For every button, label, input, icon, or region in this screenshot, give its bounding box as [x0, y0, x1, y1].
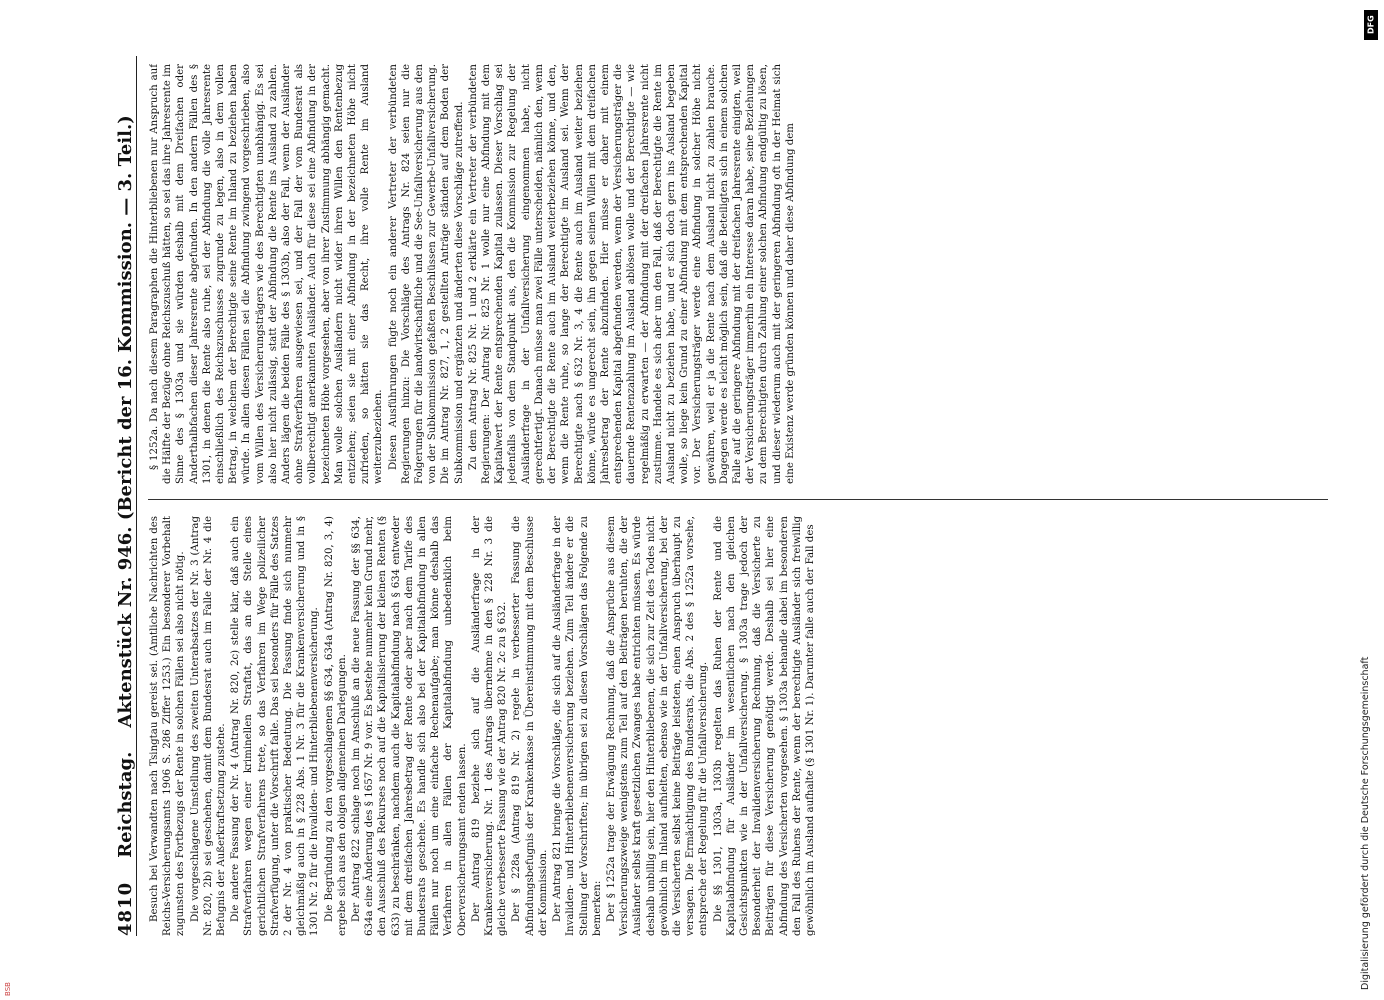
paragraph: Die §§ 1301, 1303a, 1303b regelten das Ruhen der Rente und die Kapitalabfindung für Ausländer im wesentlichen nach den gleichen Gesichtspunkten wie in der Unfallversicherung. § 1303a trage jedoch der Besonderheit der Invalidenversicherung Rechnung, daß die Versicherte zu Beiträgen für diese Versicherung genötigt werde. Deshalb sei hier eine Abfindung des Versicherten vorgesehen. § 1303a behandle dabei im besonderen den Fall des Ruhens der Rente, wenn der berechtigte Ausländer sich freiwillig gewöhnlich im Ausland aufhalte (§ 1301 Nr. 1). Darunter falle auch der Fall des — [712, 516, 816, 936]
page-title: Aktenstück Nr. 946. (Bericht der 16. Kommission. — 3. Teil.) — [115, 115, 136, 728]
paragraph: Der Antrag 821 bringe die Vorschläge, die sich auf die Ausländerfrage in der Invaliden- und Hinterbliebenenversicherung beziehen. Zum Teil ändere er die Stellung der Vorschriften; im übrigen sei zu diesen Vorschlägen das Folgende zu bemerken: — [552, 516, 603, 936]
paragraph: Zu dem Antrag Nr. 825 Nr. 1 und 2 erklärte ein Vertreter der verbündeten Regierungen: Der Antrag Nr. 825 Nr. 1 wolle nur eine Abfindung mit dem Kapitalwert der Rente entsprechenden Kapital zulassen. Dieser Vorschlag sei jedenfalls von dem Standpunkt aus, den die Kommission zur Regelung der Ausländerfrage in der Unfallversicherung eingenommen habe, nicht gerechtfertigt. Danach müsse man zwei Fälle unterscheiden, nämlich den, wenn der Berechtigte die Rente auch im Ausland weiterbeziehen könne, und den, wenn die Rente ruhe, so lange der Berechtigte im Ausland sei. Wenn der Berechtigte nach § 632 Nr. 3, 4 die Rente auch im Ausland weiter beziehen könne, würde es ungerecht sein, ihn gegen seinen Willen mit dem dreifachen Jahresbetrag der Rente abzufinden. Hier müsse er daher mit einem entsprechenden Kapital abgefunden werden, wenn der Versicherungsträger die dauernde Rentenzahlung im Ausland ablösen wolle und der Berechtigte — wie regelmäßig zu erwarten — der Abfindung mit der dreifachen Jahresrente nicht zustimme. Handele es sich aber um den Fall, daß der Berechtigte die Rente im Ausland nicht zu beziehen habe, und er sich doch gern ins Ausland begeben wolle, so liege kein Grund zu einer Abfindung mit dem entsprechenden Kapital vor. Der Versicherungsträger werde eine Abfindung in solcher Höhe nicht gewähren, weil er ja die Rente nach dem Ausland nicht zu zahlen brauche. Dagegen werde es leicht möglich sein, daß die Beteiligten sich in einem solchen Falle auf die geringere Abfindung mit der dreifachen Jahresrente einigten, weil der Versicherungsträger immerhin ein Interesse daran habe, seine Beziehungen zu dem Berechtigten durch Zahlung einer solchen Abfindung endgültig zu lösen, und dieser wiederum auch mit der geringeren Abfindung oft in der Heimat sich eine Existenz werde gründen können und daher diese Abfindung dem — [467, 64, 796, 484]
paragraph: Die Begründung zu den vorgeschlagenen §§ 634, 634a (Antrag Nr. 820, 3, 4) ergebe sich aus den obigen allgemeinen Darlegungen. — [323, 516, 348, 936]
paragraph: Der Antrag 819 beziehe sich auf die Ausländerfrage in der Krankenversicherung. Nr. 1 des Antrags übernehme in den § 228 Nr. 3 die gleiche verbesserte Fassung wie der Antrag 820 Nr. 2c zu § 632. — [470, 516, 509, 936]
paragraph: Die vorgeschlagene Umstellung des zweiten Unterabsatzes der Nr. 3 (Antrag Nr. 820, 2b) sei geschehen, damit dem Bundesrat auch im Falle der Nr. 4 die Befugnis der Außerkraftsetzung zustehe. — [189, 516, 228, 936]
dfg-logo: DFG — [1364, 10, 1378, 40]
page-source: Reichstag. — [115, 751, 136, 858]
library-mark: BSB — [4, 982, 12, 996]
page-header — [100, 56, 137, 936]
rotated-page — [100, 56, 1340, 936]
digitization-note: Digitalisierung gefördert durch die Deutsche Forschungsgemeinschaft — [1360, 656, 1371, 990]
text-column-left — [148, 516, 1328, 936]
paragraph: Der § 1252a trage der Erwägung Rechnung, daß die Ansprüche aus diesem Versicherungszweige wenigstens zum Teil auf den Beiträgen beruhten, die der Ausländer selbst kraft gesetzlichen Zwanges habe entrichten müssen. Es würde deshalb unbillig sein, hier den Hinterbliebenen, die sich zur Zeit des Todes nicht gewöhnlich im Inland aufhielten, ebenso wie in der Unfallversicherung, bei der die Versicherten selbst keine Beiträge leisteten, einen Anspruch überhaupt zu versagen. Die Ermächtigung des Bundesrats, die Abs. 2 des § 1252a vorsehe, entspreche der Regelung für die Unfallversicherung. — [605, 516, 710, 936]
paragraph: Diesen Ausführungen fügte noch ein anderer Vertreter der verbündeten Regierungen hinzu: Die Vorschläge des Antrags Nr. 824 seien nur die Folgerungen für die landwirtschaftliche und die See-Unfallversicherung aus den von der Subkommission gefaßten Beschlüssen zur Gewerbe-Unfallversicherung. Die im Antrag Nr. 827, 1, 2 gestellten Anträge ständen auf dem Boden der Subkommission und ergänzten und änderten diese Vorschläge zutreffend. — [387, 64, 465, 484]
paragraph: § 1252a. Da nach diesem Paragraphen die Hinterbliebenen nur Anspruch auf die Hälfte der Bezüge ohne Reichszuschuß hätten, so sei das ihre Jahresrente im Sinne des § 1303a und sie würden deshalb mit dem Dreifachen oder Anderthalbfachen dieser Jahresrente abgefunden. In den andern Fällen des § 1301, in denen die Rente also ruhe, sei der Abfindung die volle Jahresrente einschließlich des Reichszuschusses zugrunde zu legen, also in dem vollen Betrag, in welchem der Berechtigte seine Rente im Inland zu beziehen haben würde. In allen diesen Fällen sei die Abfindung zwingend vorgeschrieben, also vom Willen des Versicherungsträgers wie des Berechtigten unabhängig. Es sei also hier nicht zulässig, statt der Abfindung die Rente ins Ausland zu zahlen. Anders lägen die beiden Fälle des § 1303b, also der Fall, wenn der Ausländer ohne Strafverfahren ausgewiesen sei, und der Fall der vom Bundesrat als vollberechtigt anerkannten Ausländer. Auch für diese sei eine Abfindung in der bezeichneten Höhe vorgesehen, aber von ihrer Zustimmung abhängig gemacht. Man wolle solchen Ausländern nicht wider ihren Willen den Rentenbezug entziehen; seien sie mit einer Abfindung in der bezeichneten Höhe nicht zufrieden, so hätten sie das Recht, ihre volle Rente im Ausland weiterzubeziehen. — [149, 64, 385, 484]
paragraph: Besuch bei Verwandten nach Tsingtau gereist sei. (Amtliche Nachrichten des Reichs-Versicherungsamts 1906 S. 286 Ziffer 1253.) Ein besonderer Vorbehalt zugunsten des Fortbezugs der Rente in solchen Fällen sei also nicht nötig. — [149, 516, 187, 936]
column-divider — [148, 499, 1328, 500]
text-column-right — [148, 64, 1328, 484]
paragraph: Der § 228a (Antrag 819 Nr. 2) regele in verbesserter Fassung die Abfindungsbefugnis der Krankenkasse in Übereinstimmung mit dem Beschlusse der Kommission. — [511, 516, 549, 936]
page-number: 4810 — [115, 881, 136, 936]
paragraph: Der Antrag 822 schlage noch im Anschluß an die neue Fassung der §§ 634, 634a eine Änderung des § 1657 Nr. 9 vor. Es bestehe nunmehr kein Grund mehr, den Ausschluß des Rekurses noch auf die Kapitalisierung der kleinen Renten (§ 633) zu beschränken, nachdem auch die Kapitalabfindung nach § 634 entweder mit dem dreifachen Jahresbetrag der Rente oder aber nach dem Tarife des Bundesrats geschehe. Es handle sich also bei der Kapitalabfindung in allen Fällen nur noch um eine einfache Rechenaufgabe; man könne deshalb das Verfahren in allen Fällen der Kapitalabfindung unbedenklich beim Oberversicherungsamt enden lassen. — [351, 516, 468, 936]
paragraph: Die andere Fassung der Nr. 4 (Antrag Nr. 820, 2c) stelle klar, daß auch ein Strafverfahren wegen einer kriminellen Straftat, das an die Stelle eines gerichtlichen Strafverfahrens trete, so das Verfahren im Wege polizeilicher Strafverfügung, unter die Vorschrift falle. Das sei besonders für Fälle des Satzes 2 der Nr. 4 von praktischer Bedeutung. Die Fassung finde sich nunmehr gleichmäßig auch in § 228 Abs. 1 Nr. 3 für die Krankenversicherung und in § 1301 Nr. 2 für die Invaliden- und Hinterbliebenenversicherung. — [230, 516, 321, 936]
